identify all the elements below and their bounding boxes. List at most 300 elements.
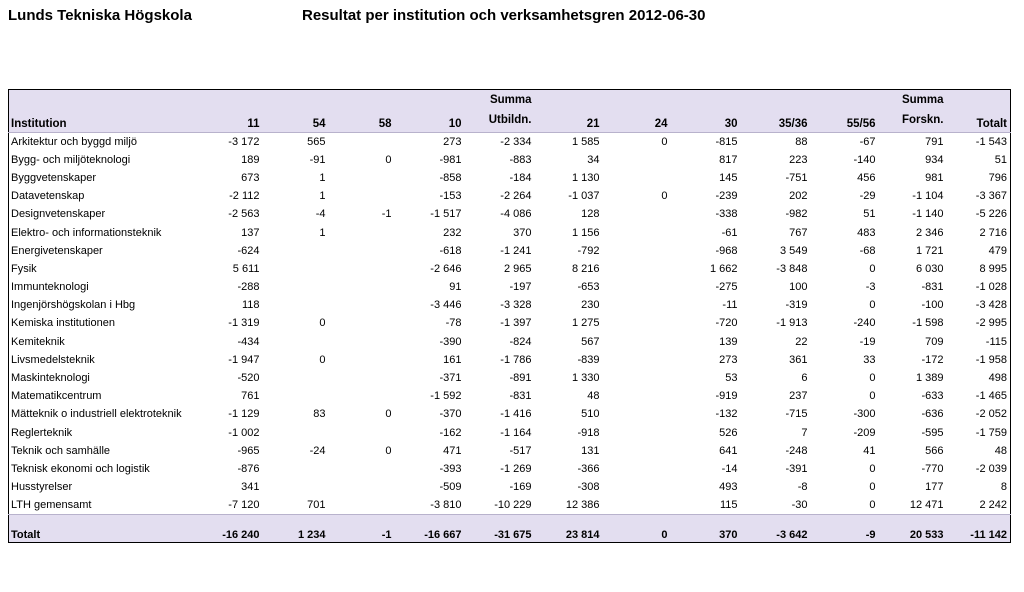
institution-name: Teknik och samhälle [11,444,111,457]
cell-value: -1 319 [228,317,260,330]
cell-value: 0 [319,317,326,330]
cell-value: -100 [921,299,944,312]
cell-value: 493 [719,481,738,494]
cell-value: -1 129 [228,408,260,421]
cell-value: 0 [661,190,668,203]
cell-value: 566 [925,444,944,457]
column-header: 30 [724,118,738,130]
total-value: 370 [719,528,738,541]
total-value: -31 675 [494,528,532,541]
cell-value: 48 [994,444,1007,457]
cell-value [329,387,395,405]
cell-value [603,424,671,442]
cell-value: 767 [789,226,808,239]
column-header: 21 [586,118,600,130]
cell-value: -919 [715,390,738,403]
cell-value: 0 [869,299,876,312]
cell-value: 1 [319,226,326,239]
cell-value: -11 [722,299,738,312]
institution-name: LTH gemensamt [11,499,92,512]
cell-value: 641 [719,444,738,457]
cell-value: 51 [863,208,876,221]
cell-value: -308 [577,481,600,494]
cell-value: -153 [439,190,462,203]
institution-name: Datavetenskap [11,190,85,203]
cell-value: -434 [237,335,260,348]
cell-value [329,278,395,296]
cell-value: 673 [241,171,260,184]
cell-value: 145 [719,171,738,184]
total-value: 0 [661,528,668,541]
cell-value: 479 [988,244,1007,257]
cell-value: -2 039 [975,462,1007,475]
table-row [9,405,1011,423]
cell-value: -1 [381,208,392,221]
cell-value [329,314,395,332]
cell-value [329,424,395,442]
cell-value [329,333,395,351]
cell-value [603,314,671,332]
cell-value: -24 [309,444,326,457]
cell-value: 273 [719,353,738,366]
table-row [9,460,1011,478]
column-header-line: Summa [901,94,944,106]
cell-value: 131 [581,444,600,457]
cell-value: -1 947 [228,353,260,366]
cell-value: -1 140 [912,208,944,221]
institution-name: Byggvetenskaper [11,171,96,184]
cell-value: -1 759 [975,426,1007,439]
cell-value: -68 [859,244,876,257]
cell-value: 177 [925,481,944,494]
cell-value: -3 810 [430,499,462,512]
column-header [879,90,947,133]
cell-value: 1 662 [709,262,738,275]
cell-value: -61 [721,226,738,239]
cell-value: 0 [869,481,876,494]
cell-value: 6 [801,372,808,385]
cell-value [329,187,395,205]
column-header: Totalt [976,118,1007,130]
cell-value [263,387,329,405]
cell-value: -140 [853,153,876,166]
cell-value: 0 [869,499,876,512]
cell-value: 361 [789,353,808,366]
institution-name: Fysik [11,262,37,275]
cell-value [329,460,395,478]
cell-value: -1 958 [975,353,1007,366]
cell-value: 341 [241,481,260,494]
cell-value: 709 [925,335,944,348]
cell-value [603,387,671,405]
cell-value: -2 995 [975,317,1007,330]
cell-value: 115 [719,499,738,512]
cell-value: 202 [789,190,808,203]
cell-value: 0 [385,153,392,166]
institution-name: Maskinteknologi [11,372,90,385]
cell-value: -4 [315,208,326,221]
cell-value: -618 [439,244,462,257]
total-value: -1 [381,528,392,541]
cell-value: 12 471 [909,499,944,512]
cell-value [329,242,395,260]
cell-value: -918 [577,426,600,439]
cell-value: -965 [237,444,260,457]
cell-value: -770 [921,462,944,475]
cell-value: -520 [237,372,260,385]
cell-value: 5 611 [232,262,260,275]
table-row [9,187,1011,205]
cell-value: 33 [863,353,876,366]
cell-value [263,369,329,387]
cell-value [603,442,671,460]
cell-value: -1 241 [500,244,532,257]
cell-value: -30 [791,499,808,512]
cell-value: -390 [439,335,462,348]
cell-value: -831 [509,390,532,403]
cell-value: -197 [509,281,532,294]
cell-value [603,496,671,514]
cell-value: 0 [869,262,876,275]
cell-value: -3 367 [975,190,1007,203]
cell-value [329,133,395,151]
cell-value: -2 646 [430,262,462,275]
total-value: 23 814 [565,528,600,541]
cell-value: -132 [715,408,738,421]
cell-value: -67 [859,135,876,148]
table-row [9,478,1011,496]
table-row [9,351,1011,369]
cell-value: 498 [988,372,1007,385]
column-header: 10 [448,118,462,130]
cell-value: -10 229 [494,499,532,512]
cell-value [263,260,329,278]
cell-value: 223 [789,153,808,166]
cell-value [603,296,671,314]
cell-value: -1 269 [500,462,532,475]
institution-name: Designvetenskaper [11,208,106,221]
cell-value: -1 104 [912,190,944,203]
cell-value: -1 913 [776,317,808,330]
cell-value: 232 [443,226,462,239]
cell-value: -2 563 [228,208,260,221]
column-header: 11 [247,118,260,130]
institution-name: Kemiska institutionen [11,317,115,330]
cell-value: -751 [785,171,808,184]
total-label: Totalt [11,528,41,541]
cell-value: -883 [509,153,532,166]
institution-name: Teknisk ekonomi och logistik [11,462,150,475]
cell-value: 7 [801,426,808,439]
table-row [9,223,1011,241]
cell-value: -370 [439,408,462,421]
cell-value: 189 [241,153,260,166]
cell-value: 34 [587,153,600,166]
institution-name: Energivetenskaper [11,244,103,257]
cell-value: -319 [785,299,808,312]
column-header-line: Utbildn. [488,114,532,126]
column-header-institution: Institution [11,118,67,130]
cell-value: -248 [785,444,808,457]
cell-value: -792 [577,244,600,257]
cell-value: 139 [719,335,738,348]
cell-value: -14 [721,462,738,475]
cell-value: -3 428 [975,299,1007,312]
institution-name: Ingenjörshögskolan i Hbg [11,299,136,312]
table-row [9,169,1011,187]
cell-value [329,260,395,278]
cell-value: 237 [789,390,808,403]
cell-value: -1 465 [975,390,1007,403]
cell-value: -209 [853,426,876,439]
cell-value: -1 416 [500,408,532,421]
cell-value: 8 995 [979,262,1007,275]
cell-value: -831 [921,281,944,294]
table-row [9,133,1011,151]
cell-value: -876 [237,462,260,475]
cell-value: -715 [785,408,808,421]
institution-name: Mätteknik o industriell elektroteknik [11,408,182,421]
cell-value: 456 [857,171,876,184]
cell-value: -858 [439,171,462,184]
header-row [9,90,1011,133]
cell-value [329,223,395,241]
cell-value: -7 120 [228,499,260,512]
cell-value [263,333,329,351]
cell-value: 3 549 [779,244,808,257]
cell-value: 1 [319,190,326,203]
cell-value: 565 [307,135,326,148]
cell-value [263,424,329,442]
cell-value: -653 [577,281,600,294]
cell-value: -624 [237,244,260,257]
column-header: 35/36 [778,118,808,130]
cell-value: -338 [715,208,738,221]
cell-value: -3 328 [500,299,532,312]
total-value: -16 667 [424,528,462,541]
cell-value: -169 [509,481,532,494]
cell-value: 0 [869,390,876,403]
cell-value: -1 002 [228,426,260,439]
cell-value [263,278,329,296]
cell-value: -91 [309,153,326,166]
cell-value: -1 164 [500,426,532,439]
cell-value: -5 226 [975,208,1007,221]
cell-value: 1 156 [571,226,600,239]
cell-value: 1 389 [915,372,944,385]
cell-value: -78 [445,317,462,330]
cell-value [329,496,395,514]
cell-value: -517 [509,444,532,457]
cell-value: -720 [715,317,738,330]
cell-value: -982 [785,208,808,221]
cell-value [603,260,671,278]
cell-value [603,169,671,187]
cell-value [329,369,395,387]
cell-value: -240 [853,317,876,330]
cell-value: -29 [859,190,876,203]
total-row [9,514,1011,542]
institution-name: Kemiteknik [11,335,65,348]
cell-value [263,478,329,496]
cell-value [329,478,395,496]
report-title: Resultat per institution och verksamhetsgren 2012-06-30 [302,7,706,24]
cell-value [263,296,329,314]
table-row [9,296,1011,314]
cell-value: -391 [785,462,808,475]
cell-value: 567 [581,335,600,348]
cell-value: 0 [385,408,392,421]
cell-value: 91 [449,281,462,294]
institution-name: Husstyrelser [11,481,73,494]
cell-value: -1 037 [568,190,600,203]
cell-value: -1 592 [430,390,462,403]
cell-value [329,351,395,369]
cell-value: 0 [869,372,876,385]
cell-value: -595 [921,426,944,439]
column-header [465,90,535,133]
cell-value: 934 [925,153,944,166]
cell-value: -509 [439,481,462,494]
cell-value [603,278,671,296]
cell-value: 22 [795,335,808,348]
table-row [9,205,1011,223]
total-value: 1 234 [297,528,326,541]
cell-value: 1 275 [571,317,600,330]
cell-value [603,460,671,478]
cell-value: -891 [509,372,532,385]
cell-value: -172 [921,353,944,366]
table-row [9,151,1011,169]
cell-value: -300 [853,408,876,421]
cell-value: 1 585 [571,135,600,148]
table-row [9,242,1011,260]
total-value: -9 [865,528,876,541]
cell-value: 526 [719,426,738,439]
institution-name: Arkitektur och byggd miljö [11,135,137,148]
cell-value: 273 [443,135,462,148]
total-value: -11 142 [970,528,1007,541]
institution-name: Livsmedelsteknik [11,353,95,366]
cell-value: 2 346 [915,226,944,239]
cell-value [603,478,671,496]
total-value: 20 533 [909,528,944,541]
cell-value: 701 [307,499,326,512]
institution-name: Elektro- och informationsteknik [11,226,162,239]
table-row [9,369,1011,387]
table-row [9,314,1011,332]
cell-value: 41 [863,444,876,457]
cell-value: 0 [869,462,876,475]
cell-value: -4 086 [500,208,532,221]
cell-value: 88 [795,135,808,148]
institution-name: Matematikcentrum [11,390,102,403]
org-name: Lunds Tekniska Högskola [8,7,192,24]
cell-value: -115 [985,335,1007,348]
cell-value: 370 [513,226,532,239]
cell-value: -8 [797,481,808,494]
cell-value [329,169,395,187]
cell-value: -3 446 [430,299,462,312]
cell-value: 100 [789,281,808,294]
cell-value: -2 112 [229,190,260,203]
cell-value: -815 [715,135,738,148]
cell-value: 8 216 [571,262,600,275]
cell-value: 0 [385,444,392,457]
cell-value [603,242,671,260]
cell-value: 8 [1000,481,1007,494]
cell-value: -239 [715,190,738,203]
institution-name: Reglerteknik [11,426,73,439]
column-header: 58 [378,118,392,130]
cell-value: 6 030 [915,262,944,275]
cell-value: -288 [237,281,260,294]
cell-value: 0 [319,353,326,366]
cell-value: 1 330 [571,372,600,385]
cell-value: -393 [439,462,462,475]
cell-value: -3 [865,281,876,294]
cell-value: -275 [715,281,738,294]
cell-value: -1 028 [975,281,1007,294]
cell-value: 791 [925,135,944,148]
cell-value: 161 [443,353,462,366]
table-row [9,387,1011,405]
table-row [9,260,1011,278]
institution-name: Immunteknologi [11,281,89,294]
cell-value [603,151,671,169]
results-table [8,89,1011,543]
cell-value: -839 [577,353,600,366]
cell-value: 53 [725,372,738,385]
cell-value: -19 [859,335,876,348]
cell-value: 2 242 [979,499,1007,512]
cell-value [263,242,329,260]
cell-value: 510 [581,408,600,421]
cell-value: 83 [313,408,326,421]
column-header-line: Summa [489,94,532,106]
cell-value [603,405,671,423]
cell-value: -162 [439,426,462,439]
cell-value: -636 [921,408,944,421]
table-row [9,424,1011,442]
column-header: 54 [312,118,326,130]
cell-value: -2 334 [500,135,532,148]
table-row [9,333,1011,351]
cell-value: -184 [509,171,532,184]
cell-value [603,351,671,369]
cell-value: 51 [994,153,1007,166]
cell-value: -371 [439,372,462,385]
cell-value: -1 786 [500,353,532,366]
cell-value: -968 [715,244,738,257]
cell-value: -3 848 [776,262,808,275]
cell-value: 230 [581,299,600,312]
cell-value: 2 965 [503,262,532,275]
cell-value [603,223,671,241]
cell-value: 796 [988,171,1007,184]
cell-value: -1 543 [975,135,1007,148]
cell-value: -366 [577,462,600,475]
cell-value: -1 598 [912,317,944,330]
cell-value: 483 [857,226,876,239]
column-header: 24 [654,118,668,130]
cell-value: -1 517 [430,208,462,221]
cell-value: 12 386 [565,499,600,512]
cell-value: 817 [719,153,738,166]
cell-value: 1 [319,171,326,184]
total-value: -3 642 [776,528,808,541]
cell-value [603,369,671,387]
